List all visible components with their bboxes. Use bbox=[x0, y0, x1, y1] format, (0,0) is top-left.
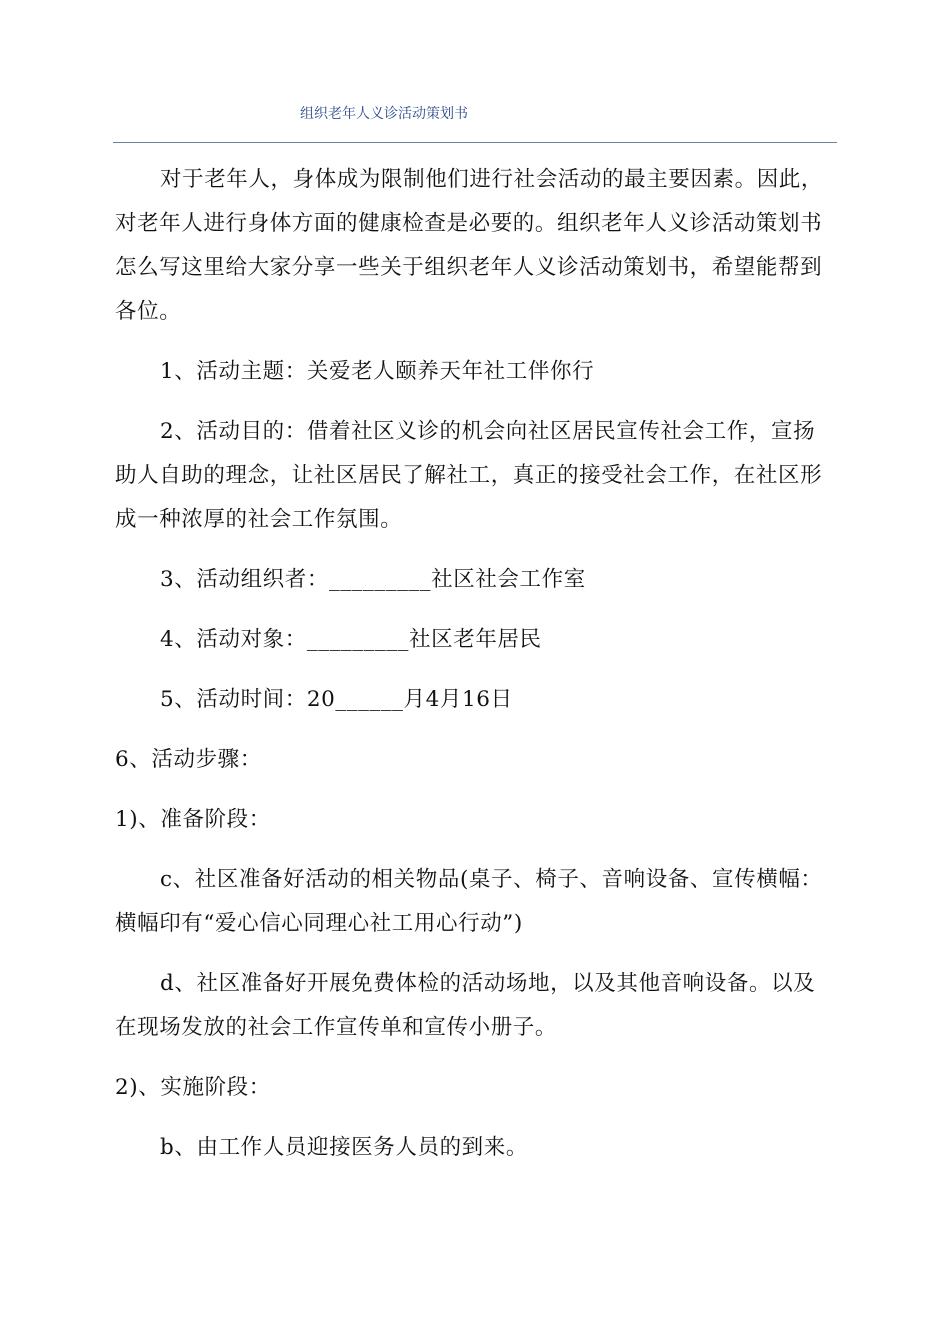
item-time: 5、活动时间：20______月4月16日 bbox=[160, 687, 513, 712]
item-steps: 6、活动步骤： bbox=[115, 747, 262, 772]
stage-implementation: 2)、实施阶段： bbox=[115, 1075, 271, 1100]
document-body bbox=[115, 158, 837, 1170]
item-purpose: 2、活动目的：借着社区义诊的机会向社区居民宣传社会工作，宣扬助人自助的理念，让社区居民了解社工，真正的接受社会工作，在社区形成一种浓厚的社会工作氛围。 bbox=[115, 419, 823, 532]
intro-paragraph: 对于老年人，身体成为限制他们进行社会活动的最主要因素。因此，对老年人进行身体方面的健康检查是必要的。组织老年人义诊活动策划书怎么写这里给大家分享一些关于组织老年人义诊活动策划书，希望能帮到各位。 bbox=[115, 167, 824, 324]
page-header-title: 组织老年人义诊活动策划书 bbox=[300, 106, 468, 122]
item-organizer: 3、活动组织者：_________社区社会工作室 bbox=[160, 567, 586, 592]
stage-preparation: 1)、准备阶段： bbox=[115, 807, 271, 832]
stage-preparation-d: d、社区准备好开展免费体检的活动场地，以及其他音响设备。以及在现场发放的社会工作宣传单和宣传小册子。 bbox=[115, 971, 816, 1040]
item-theme: 1、活动主题：关爱老人颐养天年社工伴你行 bbox=[160, 359, 595, 384]
item-audience: 4、活动对象：_________社区老年居民 bbox=[160, 627, 542, 652]
header-divider bbox=[113, 142, 837, 143]
stage-implementation-b: b、由工作人员迎接医务人员的到来。 bbox=[160, 1135, 528, 1160]
stage-preparation-c: c、社区准备好活动的相关物品(桌子、椅子、音响设备、宣传横幅：横幅印有“爱心信心同理心社工用心行动”) bbox=[115, 867, 823, 936]
